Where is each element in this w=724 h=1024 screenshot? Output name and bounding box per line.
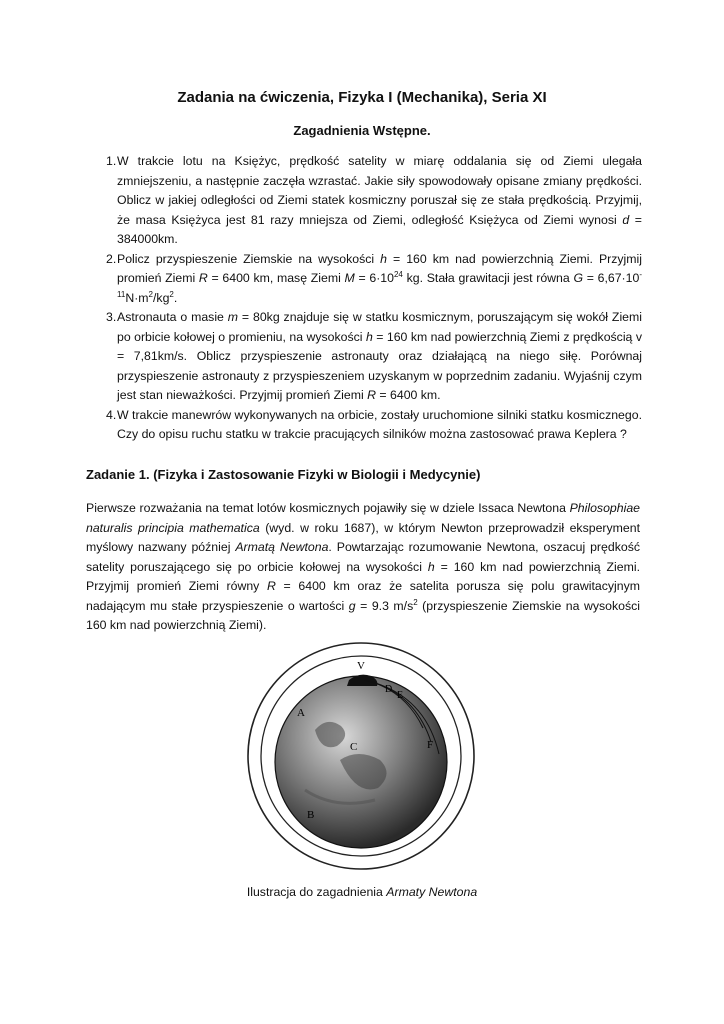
question-text: = 80kg znajduje się w statku kosmicznym, poruszającym się wokół Ziemi po orbicie kołowej o promieniu, na wysokości — [117, 310, 642, 344]
book-title: Philosophiae naturalis principia mathematica — [86, 501, 640, 535]
label-a: A — [297, 707, 305, 719]
question-number: 3. — [106, 310, 117, 324]
exponent: 2 — [169, 289, 174, 299]
question-text: = 160 km nad powierzchnią Ziemi z prędkością v = 7,81km/s. Oblicz przyspieszenie astronauty oraz działającą na niego siłę. Porównaj przyspieszenie astronauty z przyspieszeniem uzyskanym w poprzednim zadaniu. Wyjaśnij czym jest stan nieważkości. Przyjmij promień Ziemi — [117, 329, 642, 402]
question-text: . — [173, 290, 178, 305]
question-text: = 6,67·10 — [583, 271, 640, 285]
question-text: Astronauta o masie — [117, 310, 228, 324]
variable: d — [622, 212, 630, 227]
label-d: D — [385, 684, 393, 695]
paragraph-text: . Powtarzając rozumowanie Newtona, oszacuj prędkość satelity poruszającego się po orbicie kołowej na wysokości — [86, 540, 640, 574]
question-list — [86, 152, 642, 445]
variable: h — [365, 329, 373, 344]
variable: m — [227, 310, 239, 324]
question-text: = 6·10 — [354, 271, 394, 285]
exponent: 2 — [413, 597, 418, 607]
exponent: -11 — [117, 269, 642, 299]
question-text: Policz przyspieszenie Ziemskie na wysokości — [117, 251, 381, 266]
question-text: /kg — [153, 290, 170, 305]
question-text: = 384000km. — [117, 212, 642, 246]
document-title: Zadania na ćwiczenia, Fizyka I (Mechanika), Seria XI — [177, 89, 547, 106]
paragraph-text: (przyspieszenie Ziemskie na wysokości 160 km nad powierzchnią Ziemi). — [86, 598, 641, 632]
variable: R — [367, 388, 376, 402]
question-text: = 6400 km. — [376, 388, 441, 402]
variable: h — [427, 559, 435, 574]
question-item — [86, 406, 642, 445]
variable: R — [198, 271, 208, 285]
question-number: 4. — [106, 407, 117, 422]
variable: R — [267, 579, 276, 593]
label-f: F — [427, 739, 434, 751]
question-text: kg. Stała grawitacji jest równa — [402, 271, 574, 285]
label-b: B — [307, 809, 315, 821]
paragraph-text: = 9.3 m/s — [355, 598, 414, 613]
paragraph-text: (wyd. w roku 1687), w którym Newton przeprowadził eksperyment myślowy nazwany później — [86, 520, 640, 554]
paragraph-text: = 6400 km oraz że satelita porusza się polu grawitacyjnym nadającym mu stałe przyspieszenie o wartości — [86, 579, 640, 613]
question-text: W trakcie lotu na Księżyc, prędkość satelity w miarę oddalania się od Ziemi ulegała zmniejszeniu, a następnie zaczęła wzrastać. Jakie siły spowodowały opisane zmiany prędkości. Oblicz w jakiej odległości od Ziemi statek kosmiczny poruszał się ze stała prędkością. Przyjmij, że masa Księżyca jest 81 razy mniejsza od Ziemi, odległość Księżyca od Ziemi wynosi — [117, 154, 642, 227]
section-subtitle: Zagadnienia Wstępne. — [293, 123, 431, 138]
variable: M — [344, 271, 355, 285]
newton-cannon-illustration — [245, 640, 477, 872]
question-item — [86, 152, 642, 250]
exponent: 2 — [148, 289, 153, 299]
paragraph-text: = 160 km nad powierzchnią Ziemi. Przyjmij promień Ziemi równy — [86, 559, 640, 593]
question-item — [86, 308, 642, 406]
question-number: 2. — [106, 251, 117, 266]
paragraph-text: Pierwsze rozważania na temat lotów kosmicznych pojawiły się w dziele Issaca Newtona — [86, 501, 570, 515]
term: Armatą Newtona — [235, 540, 329, 554]
label-e: E — [397, 690, 404, 701]
section-heading: Zadanie 1. (Fizyka i Zastosowanie Fizyki w Biologii i Medycynie) — [86, 467, 481, 482]
caption-text: Ilustracja do zagadnienia — [246, 885, 387, 899]
question-item — [86, 250, 642, 309]
task-paragraph — [86, 499, 640, 636]
question-text: = 160 km nad powierzchnią Ziemi. Przyjmij promień Ziemi — [117, 251, 642, 285]
variable: h — [380, 251, 387, 266]
question-text: N·m — [125, 290, 149, 305]
variable: G — [573, 271, 584, 285]
caption-term: Armaty Newtona — [386, 885, 478, 899]
label-c: C — [350, 741, 358, 753]
label-v: V — [357, 660, 365, 672]
exponent: 24 — [393, 269, 403, 279]
question-number: 1. — [106, 154, 117, 168]
figure-caption — [0, 885, 724, 899]
variable: g — [348, 598, 356, 613]
question-text: = 6400 km, masę Ziemi — [207, 271, 345, 285]
question-text: W trakcie manewrów wykonywanych na orbicie, zostały uruchomione silniki statku kosmicznego. Czy do opisu ruchu statku w trakcie pracujących silników można zastosować prawa Keplera ? — [117, 407, 642, 441]
